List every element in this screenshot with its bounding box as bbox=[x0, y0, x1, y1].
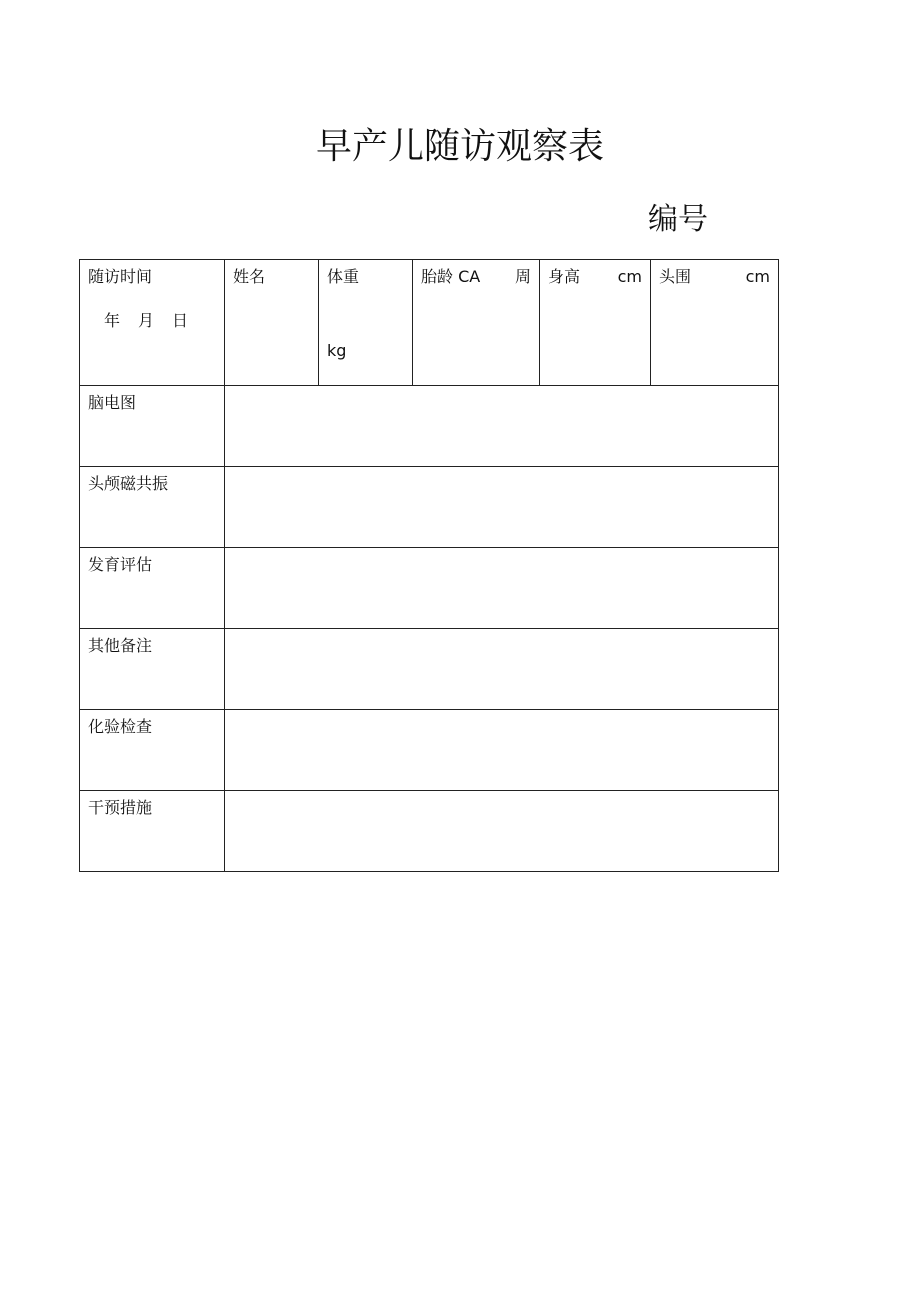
cranial-mri-input-area[interactable] bbox=[225, 467, 779, 548]
section-row-eeg bbox=[80, 386, 779, 467]
visit-time-label: 随访时间 bbox=[88, 267, 153, 286]
month-label: 月 bbox=[138, 311, 155, 330]
visit-date-fields bbox=[88, 310, 216, 332]
height-unit: cm bbox=[617, 267, 642, 286]
cranial-mri-label: 头颅磁共振 bbox=[88, 474, 169, 493]
height-cell[interactable] bbox=[540, 260, 651, 386]
weight-unit: kg bbox=[327, 341, 347, 360]
development-assessment-label: 发育评估 bbox=[88, 555, 153, 574]
lab-tests-input-area[interactable] bbox=[225, 710, 779, 791]
head-circumference-unit: cm bbox=[745, 267, 770, 286]
section-row-development-assessment bbox=[80, 548, 779, 629]
serial-number-label: 编号 bbox=[648, 202, 708, 237]
section-row-other-notes bbox=[80, 629, 779, 710]
other-notes-input-area[interactable] bbox=[225, 629, 779, 710]
interventions-label: 干预措施 bbox=[88, 798, 153, 817]
section-row-cranial-mri bbox=[80, 467, 779, 548]
header-row bbox=[80, 260, 779, 386]
development-assessment-input-area[interactable] bbox=[225, 548, 779, 629]
follow-up-form-table bbox=[79, 259, 779, 872]
name-cell[interactable] bbox=[225, 260, 319, 386]
head-circumference-label: 头围 bbox=[659, 267, 692, 286]
interventions-input-area[interactable] bbox=[225, 791, 779, 872]
page-title: 早产儿随访观察表 bbox=[315, 126, 604, 167]
other-notes-label: 其他备注 bbox=[88, 636, 153, 655]
eeg-label: 脑电图 bbox=[88, 393, 137, 412]
gestational-age-unit: 周 bbox=[514, 267, 531, 286]
weight-label: 体重 bbox=[327, 267, 360, 286]
name-label: 姓名 bbox=[233, 267, 266, 286]
weight-cell[interactable] bbox=[319, 260, 413, 386]
lab-tests-label: 化验检查 bbox=[88, 717, 153, 736]
year-label: 年 bbox=[104, 311, 121, 330]
visit-time-cell[interactable] bbox=[80, 260, 225, 386]
gestational-age-label: 胎龄 CA bbox=[421, 267, 481, 286]
section-row-lab-tests bbox=[80, 710, 779, 791]
gestational-age-cell[interactable] bbox=[413, 260, 540, 386]
day-label: 日 bbox=[172, 311, 189, 330]
head-circumference-cell[interactable] bbox=[651, 260, 779, 386]
section-row-interventions bbox=[80, 791, 779, 872]
height-label: 身高 bbox=[548, 267, 581, 286]
eeg-input-area[interactable] bbox=[225, 386, 779, 467]
